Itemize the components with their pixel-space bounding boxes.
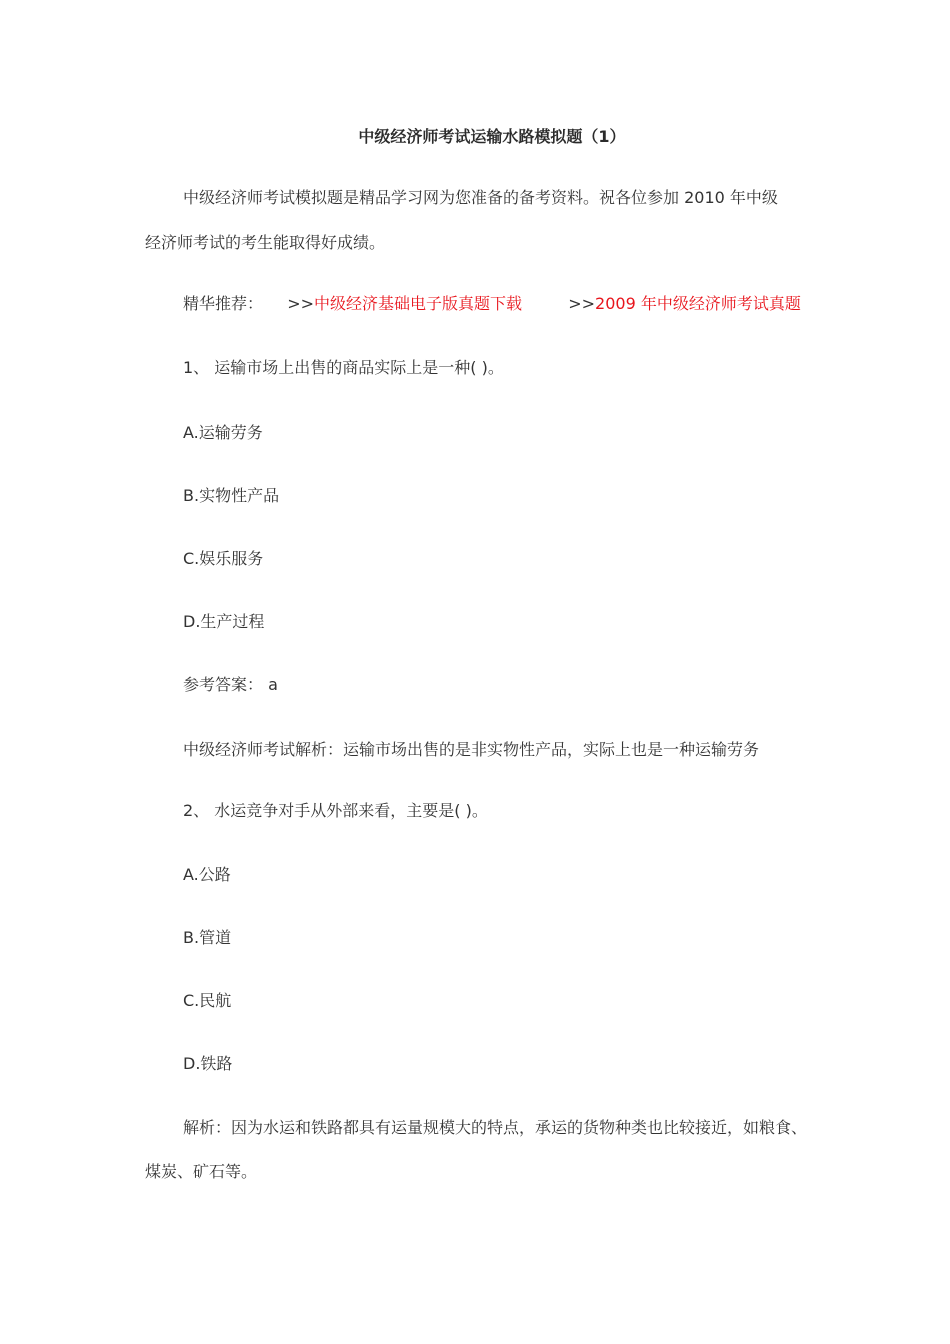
q2-option-c: C.民航 <box>183 991 232 1010</box>
document-title: 中级经济师考试运输水路模拟题（1） <box>358 127 626 146</box>
q1-question: 1、 运输市场上出售的商品实际上是一种( )。 <box>183 358 504 377</box>
intro-line-1: 中级经济师考试模拟题是精品学习网为您准备的备考资料。祝各位参加 2010 年中级 <box>183 188 778 207</box>
q2-question: 2、 水运竞争对手从外部来看，主要是( )。 <box>183 801 488 820</box>
q1-option-d: D.生产过程 <box>183 612 265 631</box>
q2-analysis-line-1: 解析：因为水运和铁路都具有运量规模大的特点，承运的货物种类也比较接近，如粮食、 <box>183 1118 808 1137</box>
q1-answer: 参考答案： a <box>183 675 278 694</box>
q2-analysis-line-2: 煤炭、矿石等。 <box>145 1162 258 1181</box>
q1-analysis: 中级经济师考试解析：运输市场出售的是非实物性产品，实际上也是一种运输劳务 <box>183 740 760 759</box>
q2-option-d: D.铁路 <box>183 1054 233 1073</box>
intro-line-2: 经济师考试的考生能取得好成绩。 <box>145 233 386 252</box>
link2-prefix: >> <box>568 294 596 313</box>
q2-option-a: A.公路 <box>183 865 231 884</box>
q2-option-b: B.管道 <box>183 928 232 947</box>
q1-option-b: B.实物性产品 <box>183 486 280 505</box>
recommend-row <box>183 293 801 315</box>
recommend-label: 精华推荐： <box>183 294 264 313</box>
link-2009-exam[interactable]: 2009 年中级经济师考试真题 <box>595 294 801 313</box>
q1-option-c: C.娱乐服务 <box>183 549 264 568</box>
link1-prefix: >> <box>287 294 315 313</box>
q1-option-a: A.运输劳务 <box>183 423 263 442</box>
link-exam-download[interactable]: 中级经济基础电子版真题下载 <box>314 294 523 313</box>
